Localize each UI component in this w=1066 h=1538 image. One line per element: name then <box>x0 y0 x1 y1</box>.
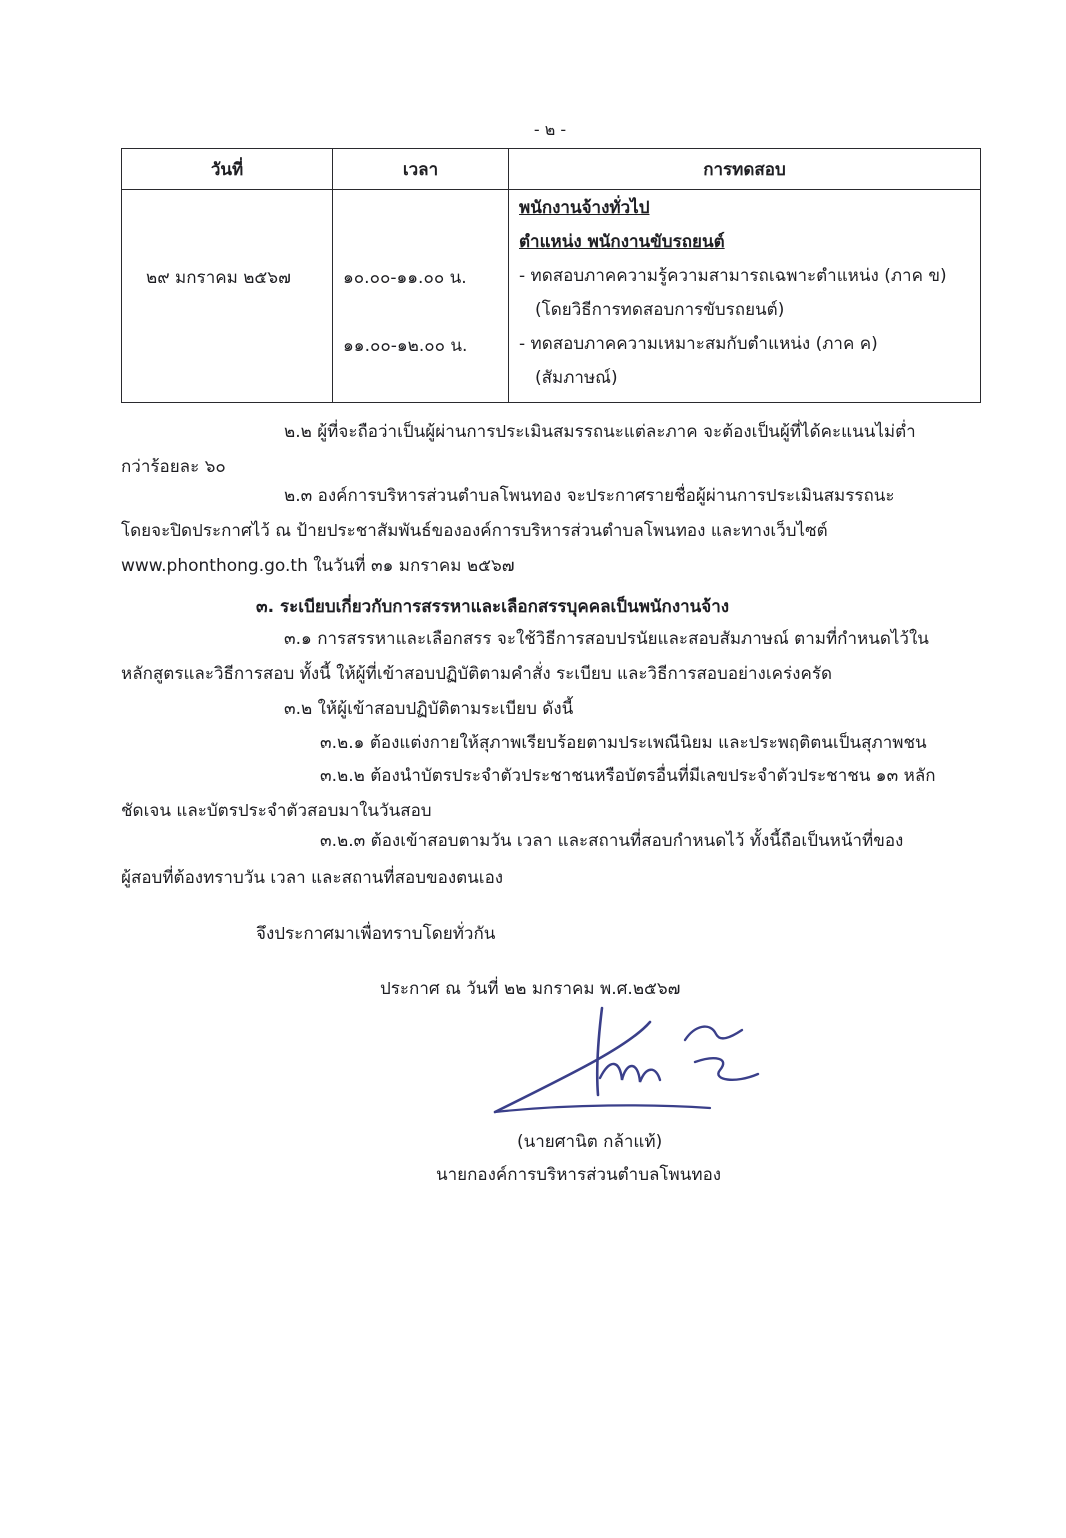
header-exam: การทดสอบ <box>509 149 981 190</box>
para-2-2-line2: กว่าร้อยละ ๖๐ <box>121 457 226 477</box>
employee-group: พนักงานจ้างทั่วไป <box>519 198 650 218</box>
test-1-line1: - ทดสอบภาคความรู้ความสามารถเฉพาะตำแหน่ง (ภาค ข) <box>519 266 947 286</box>
para-3-2: ๓.๒ ให้ผู้เข้าสอบปฏิบัติตามระเบียบ ดังนี้ <box>284 699 574 719</box>
para-2-3-line1: ๒.๓ องค์การบริหารส่วนตำบลโพนทอง จะประกาศรายชื่อผู้ผ่านการประเมินสมรรถนะ <box>284 486 895 506</box>
signer-title: นายกองค์การบริหารส่วนตำบลโพนทอง <box>436 1165 722 1185</box>
time-slot-2: ๑๑.๐๐-๑๒.๐๐ น. <box>343 336 468 356</box>
header-date: วันที่ <box>122 149 333 190</box>
para-3-2-2-line1: ๓.๒.๒ ต้องนำบัตรประจำตัวประชาชนหรือบัตรอื่นที่มีเลขประจำตัวประชาชน ๑๓ หลัก <box>320 766 936 786</box>
time-slot-1: ๑๐.๐๐-๑๑.๐๐ น. <box>343 268 467 288</box>
test-2-line2: (สัมภาษณ์) <box>535 368 618 388</box>
announcement-date: ประกาศ ณ วันที่ ๒๒ มกราคม พ.ศ.๒๕๖๗ <box>380 979 681 999</box>
para-2-2-line1: ๒.๒ ผู้ที่จะถือว่าเป็นผู้ผ่านการประเมินสมรรถนะแต่ละภาค จะต้องเป็นผู้ที่ได้คะแนนไม่ต่ำ <box>284 422 916 442</box>
para-3-2-1: ๓.๒.๑ ต้องแต่งกายให้สุภาพเรียบร้อยตามประเพณีนิยม และประพฤติตนเป็นสุภาพชน <box>320 733 927 753</box>
para-3-2-2-line2: ชัดเจน และบัตรประจำตัวสอบมาในวันสอบ <box>121 801 432 821</box>
exam-schedule-table <box>121 148 981 403</box>
table-row <box>122 190 981 403</box>
para-2-3-line3: www.phonthong.go.th ในวันที่ ๓๑ มกราคม ๒๕๖๗ <box>121 556 515 576</box>
page-number: - ๒ - <box>533 120 567 139</box>
para-3-1-line2: หลักสูตรและวิธีการสอบ ทั้งนี้ ให้ผู้ที่เข้าสอบปฏิบัติตามคำสั่ง ระเบียบ และวิธีการสอบอย่างเคร่งครัด <box>121 664 832 684</box>
para-2-3-line2: โดยจะปิดประกาศไว้ ณ ป้ายประชาสัมพันธ์ขององค์การบริหารส่วนตำบลโพนทอง และทางเว็บไซต์ <box>121 521 828 541</box>
para-3-2-3-line2: ผู้สอบที่ต้องทราบวัน เวลา และสถานที่สอบของตนเอง <box>121 868 504 888</box>
signer-name: (นายศานิต กล้าแท้) <box>517 1132 663 1152</box>
test-2-line1: - ทดสอบภาคความเหมาะสมกับตำแหน่ง (ภาค ค) <box>519 334 878 354</box>
para-3-1-line1: ๓.๑ การสรรหาและเลือกสรร จะใช้วิธีการสอบปรนัยและสอบสัมภาษณ์ ตามที่กำหนดไว้ใน <box>284 629 929 649</box>
cell-time <box>333 190 509 403</box>
section-3-heading: ๓. ระเบียบเกี่ยวกับการสรรหาและเลือกสรรบุคคลเป็นพนักงานจ้าง <box>256 597 730 617</box>
cell-date <box>122 190 333 403</box>
para-3-2-3-line1: ๓.๒.๓ ต้องเข้าสอบตามวัน เวลา และสถานที่สอบกำหนดไว้ ทั้งนี้ถือเป็นหน้าที่ของ <box>320 831 904 851</box>
handwritten-signature <box>480 1000 780 1130</box>
table-header-row <box>122 149 981 190</box>
header-time: เวลา <box>333 149 509 190</box>
exam-date: ๒๙ มกราคม ๒๕๖๗ <box>146 268 291 288</box>
test-1-line2: (โดยวิธีการทดสอบการขับรถยนต์) <box>535 300 785 320</box>
position-title: ตำแหน่ง พนักงานขับรถยนต์ <box>519 232 725 252</box>
cell-exam <box>509 190 981 403</box>
closing-statement: จึงประกาศมาเพื่อทราบโดยทั่วกัน <box>256 924 496 944</box>
